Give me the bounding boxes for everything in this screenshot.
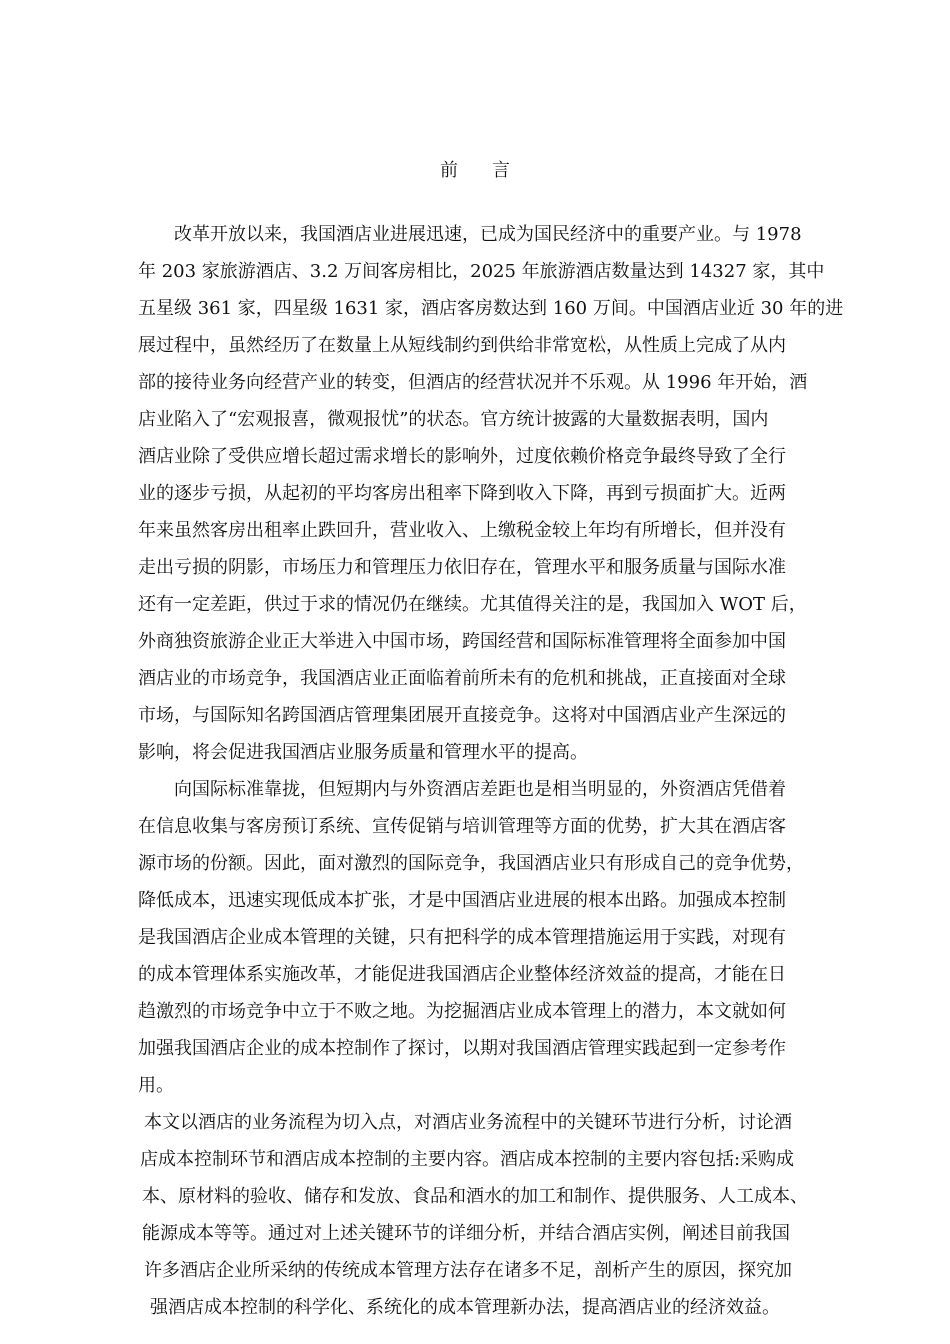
paragraph-2-line-3: 源市场的份额。因此，面对激烈的国际竞争，我国酒店业只有形成自己的竞争优势， xyxy=(138,853,804,874)
paragraph-1-line-2: 年 203 家旅游酒店、3.2 万间客房相比，2025 年旅游酒店数量达到 14327 家，其中 xyxy=(138,261,825,282)
paragraph-1-line-15: 影响，将会促进我国酒店业服务质量和管理水平的提高。 xyxy=(138,742,588,763)
paragraph-2-line-7: 趋激烈的市场竞争中立于不败之地。为挖掘酒店业成本管理上的潜力，本文就如何 xyxy=(138,1001,786,1022)
paragraph-2-line-2: 在信息收集与客房预订系统、宣传促销与培训管理等方面的优势，扩大其在酒店客 xyxy=(138,816,786,837)
paragraph-2-line-8: 加强我国酒店企业的成本控制作了探讨，以期对我国酒店管理实践起到一定参考作 xyxy=(138,1038,786,1059)
paragraph-1-line-7: 酒店业除了受供应增长超过需求增长的影响外，过度依赖价格竞争最终导致了全行 xyxy=(138,446,786,467)
paragraph-2-line-5: 是我国酒店企业成本管理的关键，只有把科学的成本管理措施运用于实践，对现有 xyxy=(138,927,786,948)
paragraph-1-line-6: 店业陷入了“宏观报喜，微观报忧”的状态。官方统计披露的大量数据表明，国内 xyxy=(138,409,769,430)
paragraph-1-line-10: 走出亏损的阴影，市场压力和管理压力依旧存在，管理水平和服务质量与国际水准 xyxy=(138,557,786,578)
paragraph-3-line-2: 店成本控制环节和酒店成本控制的主要内容。酒店成本控制的主要内容包括:采购成 xyxy=(140,1149,795,1170)
paragraph-1-line-5: 部的接待业务向经营产业的转变，但酒店的经营状况并不乐观。从 1996 年开始，酒 xyxy=(138,372,808,393)
paragraph-1-line-1: 改革开放以来，我国酒店业进展迅速，已成为国民经济中的重要产业。与 1978 xyxy=(174,224,802,245)
paragraph-1-line-4: 展过程中，虽然经历了在数量上从短线制约到供给非常宽松，从性质上完成了从内 xyxy=(138,335,786,356)
paragraph-1-line-9: 年来虽然客房出租率止跌回升，营业收入、上缴税金较上年均有所增长，但并没有 xyxy=(138,520,786,541)
page-title: 前言 xyxy=(440,160,544,181)
paragraph-1-line-12: 外商独资旅游企业正大举进入中国市场，跨国经营和国际标准管理将全面参加中国 xyxy=(138,631,786,652)
paragraph-2-line-4: 降低成本，迅速实现低成本扩张，才是中国酒店业进展的根本出路。加强成本控制 xyxy=(138,890,786,911)
paragraph-3-line-3: 本、原材料的验收、储存和发放、食品和酒水的加工和制作、提供服务、人工成本、 xyxy=(142,1186,808,1207)
paragraph-1-line-8: 业的逐步亏损，从起初的平均客房出租率下降到收入下降，再到亏损面扩大。近两 xyxy=(138,483,786,504)
paragraph-3-line-1: 本文以酒店的业务流程为切入点，对酒店业务流程中的关键环节进行分析，讨论酒 xyxy=(144,1112,792,1133)
paragraph-2-line-1: 向国际标准靠拢，但短期内与外资酒店差距也是相当明显的，外资酒店凭借着 xyxy=(174,779,786,800)
paragraph-1-line-14: 市场，与国际知名跨国酒店管理集团展开直接竞争。这将对中国酒店业产生深远的 xyxy=(138,705,786,726)
paragraph-1-line-11: 还有一定差距，供过于求的情况仍在继续。尤其值得关注的是，我国加入 WOT 后， xyxy=(138,594,807,615)
paragraph-1-line-13: 酒店业的市场竞争，我国酒店业正面临着前所未有的危机和挑战，正直接面对全球 xyxy=(138,668,786,689)
paragraph-3-line-4: 能源成本等等。通过对上述关键环节的详细分析，并结合酒店实例，阐述目前我国 xyxy=(142,1223,790,1244)
paragraph-1-line-3: 五星级 361 家，四星级 1631 家，酒店客房数达到 160 万间。中国酒店业近 30 年的进 xyxy=(138,298,844,319)
paragraph-2-line-6: 的成本管理体系实施改革，才能促进我国酒店企业整体经济效益的提高，才能在日 xyxy=(138,964,786,985)
paragraph-2-line-9: 用。 xyxy=(138,1075,174,1096)
paragraph-3-line-5: 许多酒店企业所采纳的传统成本管理方法存在诸多不足，剖析产生的原因，探究加 xyxy=(144,1260,792,1281)
paragraph-3-line-6: 强酒店成本控制的科学化、系统化的成本管理新办法，提高酒店业的经济效益。 xyxy=(150,1297,780,1318)
